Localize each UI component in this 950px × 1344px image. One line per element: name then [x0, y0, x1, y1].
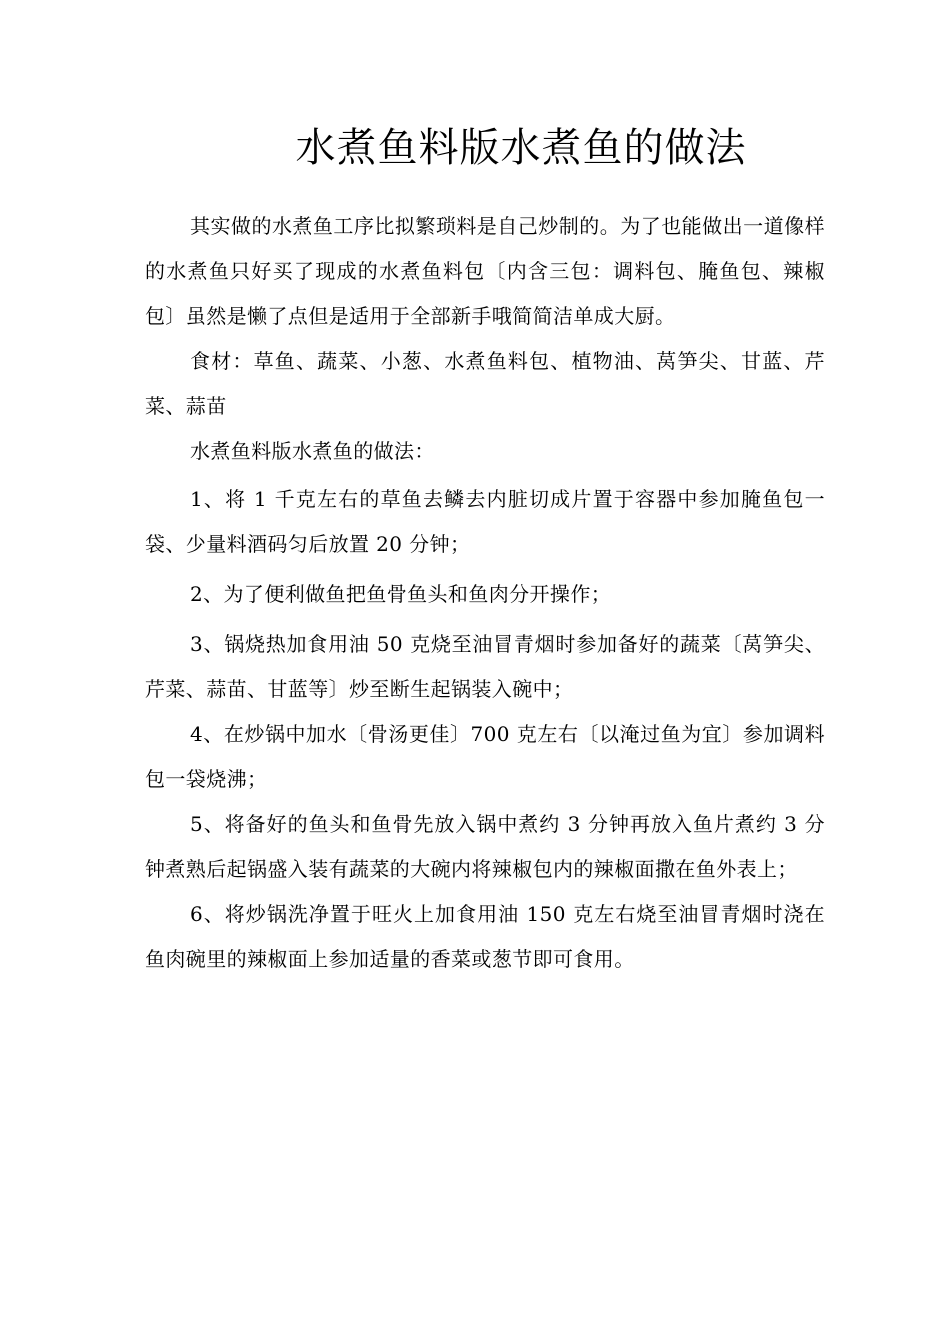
step-5: 5、将备好的鱼头和鱼骨先放入锅中煮约 3 分钟再放入鱼片煮约 3 分钟煮熟后起锅盛入装有蔬菜的大碗内将辣椒包内的辣椒面撒在鱼外表上；: [145, 812, 825, 881]
step-4: 4、在炒锅中加水〔骨汤更佳〕700 克左右〔以淹过鱼为宜〕参加调料包一袋烧沸；: [145, 722, 825, 791]
step-1: 1、将 1 千克左右的草鱼去鳞去内脏切成片置于容器中参加腌鱼包一袋、少量料酒码匀后放置 20 分钟；: [145, 487, 825, 556]
intro-paragraph: 其实做的水煮鱼工序比拟繁琐料是自己炒制的。为了也能做出一道像样的水煮鱼只好买了现成的水煮鱼料包〔内含三包：调料包、腌鱼包、辣椒包〕虽然是懒了点但是适用于全部新手哦简简洁单成大厨。: [145, 214, 825, 328]
method-heading: 水煮鱼料版水煮鱼的做法：: [190, 439, 435, 463]
ingredients-paragraph: 食材：草鱼、蔬菜、小葱、水煮鱼料包、植物油、莴笋尖、甘蓝、芹菜、蒜苗: [145, 349, 825, 418]
step-6: 6、将炒锅洗净置于旺火上加食用油 150 克左右烧至油冒青烟时浇在鱼肉碗里的辣椒面上参加适量的香菜或葱节即可食用。: [145, 902, 825, 971]
document-body: [145, 204, 825, 982]
step-3: 3、锅烧热加食用油 50 克烧至油冒青烟时参加备好的蔬菜〔莴笋尖、芹菜、蒜苗、甘蓝等〕炒至断生起锅装入碗中；: [145, 632, 825, 701]
step-2: 2、为了便利做鱼把鱼骨鱼头和鱼肉分开操作；: [190, 582, 612, 606]
document-title: 水煮鱼料版水煮鱼的做法: [295, 125, 747, 171]
